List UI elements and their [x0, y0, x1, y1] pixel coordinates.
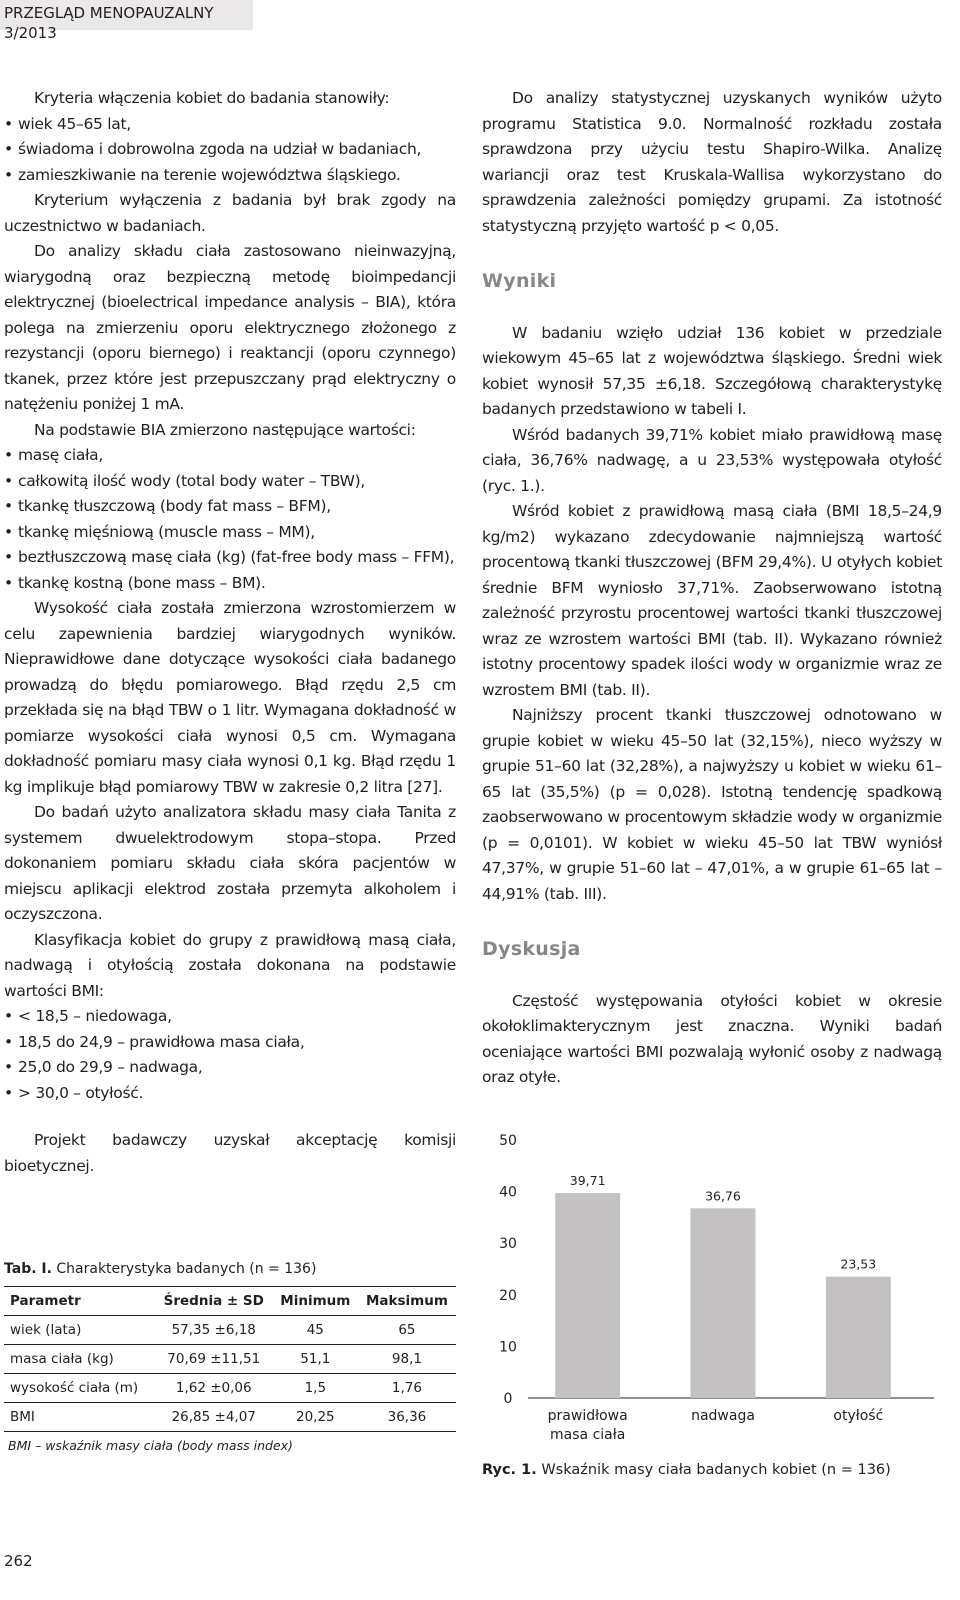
- table-footnote: BMI – wskaźnik masy ciała (body mass index): [8, 1438, 293, 1453]
- bia-values-intro: Na podstawie BIA zmierzono następujące wartości:: [34, 420, 416, 439]
- y-tick-label: 0: [503, 1391, 513, 1407]
- x-tick-label: prawidłowa masa ciała: [547, 1408, 628, 1443]
- table-cell: wysokość ciała (m): [4, 1374, 155, 1403]
- ethics-paragraph: Projekt badawczy uzyskał akceptację komisji bioetycznej.: [4, 1131, 456, 1175]
- figure-caption: [482, 1462, 891, 1478]
- table-cell: masa ciała (kg): [4, 1345, 155, 1374]
- journal-title: PRZEGLĄD MENOPAUZALNY 3/2013: [4, 4, 214, 42]
- x-tick-label: otyłość: [833, 1408, 884, 1424]
- exclusion-paragraph: Kryterium wyłączenia z badania był brak zgody na uczestnictwo w badaniach.: [4, 191, 456, 235]
- table-cell: BMI: [4, 1403, 155, 1432]
- table-row: [4, 1316, 456, 1345]
- x-tick-label: nadwaga: [691, 1408, 755, 1424]
- table-1: [4, 1256, 456, 1453]
- table-header-row: [4, 1287, 456, 1316]
- bmi-class-item: • > 30,0 – otyłość.: [4, 1081, 456, 1107]
- data-label: 23,53: [840, 1256, 877, 1272]
- table-cell: 1,76: [358, 1374, 456, 1403]
- table-row: [4, 1374, 456, 1403]
- table-row: [4, 1345, 456, 1374]
- bmi-bar-chart: [482, 1130, 942, 1450]
- discussion-paragraph: Częstość występowania otyłości kobiet w okresie okołoklimakterycznym jest znaczna. Wyniki badań oceniające wartości BMI pozwalają wyłonić osoby z nadwagą oraz otyłe.: [482, 991, 942, 1086]
- right-column: [482, 86, 942, 1091]
- figure-caption-text: Wskaźnik masy ciała badanych kobiet (n = 136): [541, 1462, 891, 1478]
- table-cell: 20,25: [273, 1403, 358, 1432]
- inclusion-item: • wiek 45–65 lat,: [4, 112, 456, 138]
- column-header: Minimum: [273, 1287, 358, 1316]
- bmi-paragraph: Klasyfikacja kobiet do grupy z prawidłową masą ciała, nadwagą i otyłością została dokonana na podstawie wartości BMI:: [4, 930, 456, 1000]
- bmi-class-item: • < 18,5 – niedowaga,: [4, 1004, 456, 1030]
- table-cell: 45: [273, 1316, 358, 1345]
- table-cell: 57,35 ±6,18: [155, 1316, 273, 1345]
- bmi-class-item: • 25,0 do 29,9 – nadwaga,: [4, 1055, 456, 1081]
- characteristics-table: [4, 1286, 456, 1432]
- bar: [555, 1193, 620, 1398]
- table-label: Tab. I.: [4, 1261, 52, 1277]
- table-cell: wiek (lata): [4, 1316, 155, 1345]
- table-cell: 1,5: [273, 1374, 358, 1403]
- bia-value-item: • tkankę tłuszczową (body fat mass – BFM),: [4, 494, 456, 520]
- data-label: 39,71: [569, 1173, 606, 1189]
- bmi-class-item: • 18,5 do 24,9 – prawidłowa masa ciała,: [4, 1030, 456, 1056]
- results-heading: Wyniki: [482, 270, 557, 292]
- tanita-paragraph: Do badań użyto analizatora składu masy ciała Tanita z systemem dwuelektrodowym stopa–stopa. Przed dokonaniem pomiaru składu ciała skóra pacjentów w miejscu aplikacji elektrod została przemyta alkoholem i oczyszczona.: [4, 803, 456, 923]
- table-caption-text: Charakterystyka badanych (n = 136): [56, 1261, 317, 1277]
- table-cell: 98,1: [358, 1345, 456, 1374]
- results-paragraph: Wśród badanych 39,71% kobiet miało prawidłową masę ciała, 36,76% nadwagę, a u 23,53% występowała otyłość (ryc. 1.).: [482, 425, 942, 495]
- header-bar: [0, 0, 253, 42]
- inclusion-intro: Kryteria włączenia kobiet do badania stanowiły:: [34, 89, 390, 107]
- table-cell: 26,85 ±4,07: [155, 1403, 273, 1432]
- bia-value-item: • masę ciała,: [4, 443, 456, 469]
- column-header: Maksimum: [358, 1287, 456, 1316]
- y-tick-label: 10: [499, 1339, 517, 1356]
- left-column: [4, 86, 456, 1179]
- table-cell: 36,36: [358, 1403, 456, 1432]
- figure-label: Ryc. 1.: [482, 1462, 537, 1478]
- bia-value-item: • całkowitą ilość wody (total body water – TBW),: [4, 469, 456, 495]
- y-tick-label: 40: [499, 1184, 517, 1201]
- bia-value-item: • beztłuszczową masę ciała (kg) (fat-free body mass – FFM),: [4, 545, 456, 571]
- discussion-heading: Dyskusja: [482, 938, 581, 960]
- page-number: 262: [4, 1552, 33, 1570]
- height-paragraph: Wysokość ciała została zmierzona wzrostomierzem w celu zapewnienia bardziej wiarygodnych wyników. Nieprawidłowe dane dotyczące wysokości ciała badanego prowadzą do błędu pomiarowego. Błąd rzędu 2,5 cm przekłada się na błąd TBW o 1 litr. Wymagana dokładność w pomiarze wysokości ciała wynosi 0,5 cm. Wymagana dokładność pomiaru masy ciała wynosi 0,1 kg. Błąd rzędu 1 kg implikuje błąd pomiarowy TBW w zakresie 0,2 litra [27].: [4, 599, 456, 796]
- y-tick-label: 30: [499, 1236, 517, 1253]
- results-paragraph: Wśród kobiet z prawidłową masą ciała (BMI 18,5–24,9 kg/m2) wykazano zdecydowanie najmniejszą wartość procentową tkanki tłuszczowej (BFM 29,4%). U otyłych kobiet średnie BFM wyniosło 37,71%. Zaobserwowano istotną zależność przyrostu procentowej wartości tkanki tłuszczowej wraz ze wzrostem wartości BMI (tab. II). Wykazano również istotny procentowy spadek ilości wody w organizmie wraz ze wzrostem BMI (tab. II).: [482, 502, 942, 699]
- column-header: Parametr: [4, 1287, 155, 1316]
- bar: [691, 1208, 756, 1398]
- bia-paragraph: Do analizy składu ciała zastosowano nieinwazyjną, wiarygodną oraz bezpieczną metodę bioimpedancji elektrycznej (bioelectrical impedance analysis – BIA), która polega na zmierzeniu oporu elektrycznego złożonego z rezystancji (oporu biernego) i reaktancji (oporu czynnego) tkanek, przez które jest przepuszczany prąd elektryczny o natężeniu poniżej 1 mA.: [4, 242, 456, 413]
- table-cell: 70,69 ±11,51: [155, 1345, 273, 1374]
- bar: [826, 1277, 891, 1398]
- inclusion-item: • świadoma i dobrowolna zgoda na udział w badaniach,: [4, 137, 456, 163]
- bia-value-item: • tkankę mięśniową (muscle mass – MM),: [4, 520, 456, 546]
- results-paragraph: W badaniu wzięło udział 136 kobiet w przedziale wiekowym 45–65 lat z województwa śląskiego. Średni wiek kobiet wynosił 57,35 ±6,18. Szczegółową charakterystykę badanych przedstawiono w tabeli I.: [482, 323, 942, 418]
- statistics-paragraph: Do analizy statystycznej uzyskanych wyników użyto programu Statistica 9.0. Normalność rozkładu została sprawdzona przy użyciu testu Shapiro-Wilka. Analizę wariancji oraz test Kruskala-Wallisa wykorzystano do sprawdzenia zależności pomiędzy grupami. Za istotność statystyczną przyjęto wartość p < 0,05.: [482, 89, 942, 235]
- results-paragraph: Najniższy procent tkanki tłuszczowej odnotowano w grupie kobiet w wieku 45–50 lat (32,15%), nieco wyższy w grupie 51–60 lat (32,28%), a najwyższy u kobiet w wieku 61–65 lat (35,5%) (p = 0,028). Istotną tendencję spadkową zaobserwowano w procentowym składzie wody w organizmie (p = 0,0101). W kobiet w wieku 45–50 lat TBW wyniósł 47,37%, w grupie 51–60 lat – 47,01%, a w grupie 61–65 lat – 44,91% (tab. III).: [482, 706, 942, 903]
- column-header: Średnia ± SD: [155, 1287, 273, 1316]
- table-cell: 51,1: [273, 1345, 358, 1374]
- inclusion-item: • zamieszkiwanie na terenie województwa śląskiego.: [4, 163, 456, 189]
- table-cell: 65: [358, 1316, 456, 1345]
- table-row: [4, 1403, 456, 1432]
- y-tick-label: 20: [499, 1287, 517, 1304]
- bia-value-item: • tkankę kostną (bone mass – BM).: [4, 571, 456, 597]
- table-cell: 1,62 ±0,06: [155, 1374, 273, 1403]
- y-tick-label: 50: [499, 1133, 517, 1149]
- data-label: 36,76: [705, 1188, 741, 1204]
- table-caption: [4, 1256, 456, 1282]
